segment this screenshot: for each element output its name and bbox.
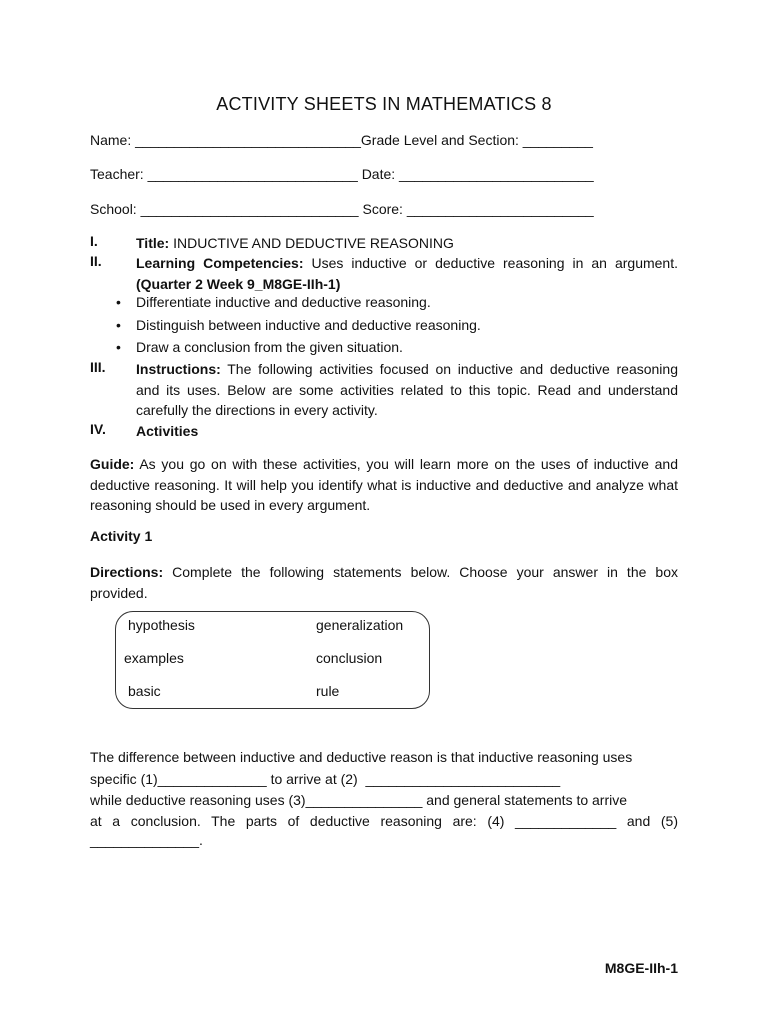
section-label: Learning Competencies: — [136, 255, 304, 271]
word-option: rule — [316, 683, 340, 699]
word-option: hypothesis — [128, 617, 195, 633]
exercise-line: while deductive reasoning uses (3)_______________ and general statements to arrive — [90, 792, 628, 808]
word-option: generalization — [316, 617, 404, 633]
school-field-line: School: ____________________________ Score: ________________________ — [90, 201, 594, 217]
exercise-line: The difference between inductive and deductive reason is that inductive reasoning uses — [90, 749, 633, 765]
section-body — [136, 421, 678, 442]
section-activities — [90, 421, 678, 441]
section-instructions — [90, 359, 678, 421]
section-body — [136, 233, 678, 254]
footer-code: M8GE-IIh-1 — [604, 960, 678, 976]
directions-label: Directions: — [90, 564, 164, 580]
quarter-code: (Quarter 2 Week 9_M8GE-IIh-1) — [136, 275, 341, 292]
section-text: The following activities focused on inductive and deductive reasoning and its uses. Below are some activities related to this topic. Read and understand carefully the directions in every activity. — [136, 361, 678, 418]
section-body — [136, 359, 678, 421]
bullet-icon: • — [116, 339, 121, 355]
section-number: III. — [90, 359, 106, 375]
section-number: IV. — [90, 421, 106, 437]
guide-paragraph — [90, 454, 678, 516]
section-learning-competencies — [90, 253, 678, 295]
section-label: Instructions: — [136, 361, 221, 377]
section-title — [90, 233, 678, 253]
section-label: Activities — [136, 423, 199, 439]
section-number: I. — [90, 233, 98, 249]
list-item-text: Distinguish between inductive and deductive reasoning. — [136, 317, 481, 333]
bullet-icon: • — [116, 294, 121, 310]
teacher-field-line: Teacher: ___________________________ Date: _________________________ — [90, 166, 594, 182]
guide-label: Guide: — [90, 456, 135, 472]
exercise-line: at a conclusion. The parts of deductive reasoning are: (4) _____________ and (5) — [90, 813, 678, 829]
list-item-text: Draw a conclusion from the given situation. — [136, 339, 403, 355]
section-text: Uses inductive or deductive reasoning in an argument. — [303, 255, 678, 271]
word-option: examples — [124, 650, 184, 666]
section-body — [136, 253, 678, 294]
exercise-line: ______________. — [90, 832, 203, 848]
section-number: II. — [90, 253, 102, 269]
word-option: basic — [128, 683, 161, 699]
list-item-text: Differentiate inductive and deductive reasoning. — [136, 294, 431, 310]
section-label: Title: — [136, 235, 170, 251]
name-field-line: Name: _____________________________Grade Level and Section: _________ — [90, 132, 593, 148]
activity-heading: Activity 1 — [90, 528, 153, 544]
word-option: conclusion — [316, 650, 383, 666]
directions-paragraph — [90, 562, 678, 603]
guide-text: As you go on with these activities, you will learn more on the uses of inductive and deductive reasoning. It will help you identify what is inductive and deductive and analyze what reasoning should be used in every argument. — [90, 456, 678, 513]
bullet-icon: • — [116, 317, 121, 333]
exercise-line: specific (1)______________ to arrive at (2) _________________________ — [90, 771, 561, 787]
page-title: ACTIVITY SHEETS IN MATHEMATICS 8 — [216, 94, 552, 114]
directions-text: Complete the following statements below. Choose your answer in the box provided. — [90, 564, 678, 601]
section-text: INDUCTIVE AND DEDUCTIVE REASONING — [169, 235, 454, 251]
